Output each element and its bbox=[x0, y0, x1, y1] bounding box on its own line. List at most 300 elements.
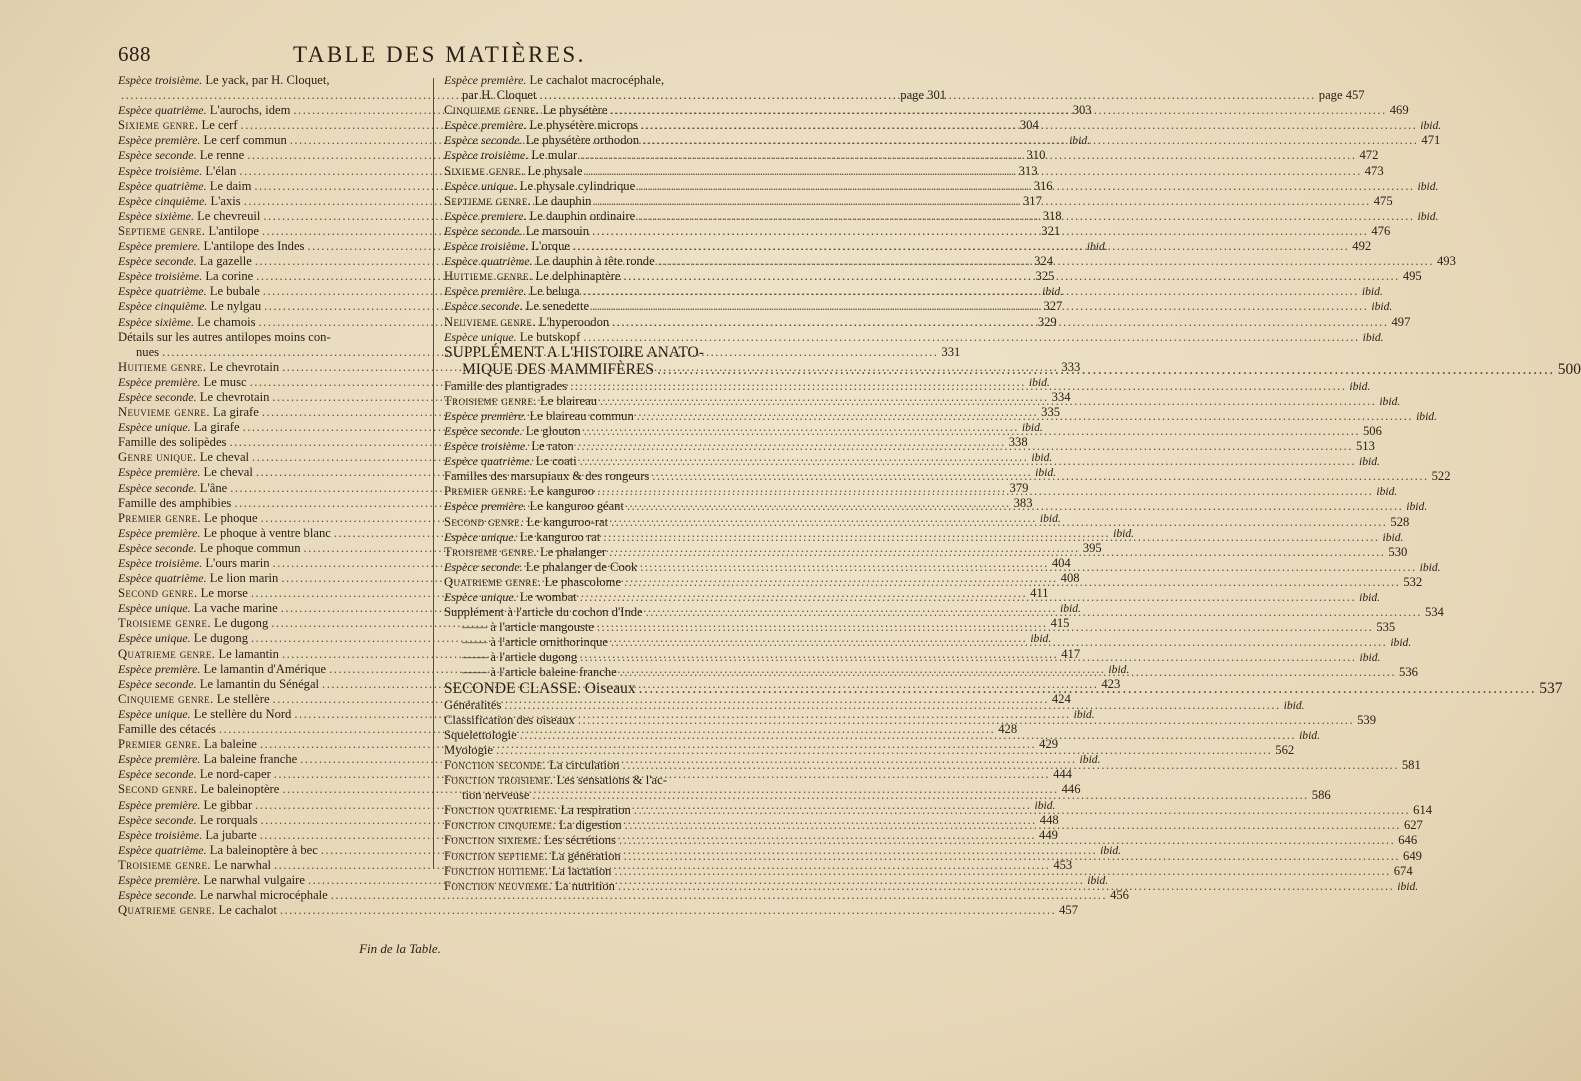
toc-entry bbox=[118, 330, 421, 345]
page-ref: 506 bbox=[1363, 423, 1382, 438]
toc-entry-text bbox=[444, 299, 589, 314]
entry-title: L'orque bbox=[528, 239, 570, 254]
toc-entry-text bbox=[118, 73, 330, 87]
entry-title: Classification des oiseaux bbox=[444, 712, 575, 727]
species-label: Espèce première. bbox=[118, 133, 201, 148]
page-ref: 646 bbox=[1398, 833, 1418, 848]
species-label: Espèce troisième. bbox=[444, 239, 529, 254]
species-label: Espèce seconde. bbox=[118, 254, 197, 269]
dot-leader bbox=[584, 424, 1360, 439]
entry-title: La jubarte bbox=[202, 827, 257, 842]
entry-title: Le coati bbox=[532, 454, 577, 469]
toc-entry-text bbox=[444, 743, 493, 758]
entry-title: L'antilope des Indes bbox=[200, 239, 305, 254]
toc-entry-text bbox=[118, 556, 270, 571]
page-ref: 562 bbox=[1275, 742, 1295, 757]
page-ref: ibid. bbox=[1060, 602, 1081, 616]
species-label: Espèce troisième. bbox=[118, 73, 203, 87]
toc-entry-text bbox=[118, 511, 258, 526]
species-label: Espèce première. bbox=[118, 872, 201, 887]
toc-entry bbox=[444, 345, 748, 362]
page-ref: 335 bbox=[1041, 405, 1061, 420]
species-label: Espèce seconde. bbox=[118, 812, 197, 827]
page-ref: 532 bbox=[1403, 574, 1423, 589]
species-label: Espèce quatrième. bbox=[118, 103, 207, 118]
toc-entry-text bbox=[444, 254, 655, 269]
page-ref: 408 bbox=[1060, 571, 1080, 586]
entry-title: Le morse bbox=[197, 586, 248, 601]
page-ref: 495 bbox=[1402, 269, 1422, 284]
dot-leader bbox=[580, 148, 1356, 163]
toc-entry-text bbox=[118, 496, 231, 511]
entry-title: Le yack, par H. Cloquet, bbox=[202, 73, 330, 87]
entry-title: Le baleinoptère bbox=[197, 782, 280, 797]
page-ref: ibid. bbox=[1100, 843, 1122, 857]
toc-entry-text bbox=[118, 194, 241, 209]
toc-entry-text bbox=[118, 541, 301, 556]
page-ref: 333 bbox=[1061, 359, 1081, 374]
genus-label: Neuvieme genre. bbox=[118, 405, 210, 420]
genus-label: Cinquieme genre. bbox=[118, 691, 214, 706]
toc-entry-text bbox=[118, 722, 216, 737]
entry-title: Le glouton bbox=[522, 423, 581, 438]
species-label: Espèce unique. bbox=[118, 706, 191, 721]
toc-entry-text bbox=[444, 803, 631, 818]
species-label: Espèce première. bbox=[118, 465, 201, 480]
species-label: Espèce seconde. bbox=[444, 423, 523, 438]
dot-leader bbox=[612, 315, 1388, 330]
page-ref: ibid. bbox=[1359, 591, 1381, 604]
species-label: Espèce troisième. bbox=[444, 148, 529, 163]
page-ref: 318 bbox=[1042, 208, 1062, 223]
toc-entry-text bbox=[444, 864, 611, 879]
dot-leader bbox=[620, 665, 1396, 680]
page-ref: 317 bbox=[1023, 193, 1042, 208]
entry-title: Le chevrotain bbox=[196, 389, 270, 404]
species-label: Espèce quatrième. bbox=[118, 178, 207, 193]
toc-entry-text bbox=[444, 439, 574, 454]
toc-entry-text bbox=[444, 209, 635, 224]
species-label: Espèce seconde. bbox=[444, 559, 523, 574]
page-ref: 539 bbox=[1357, 712, 1376, 727]
entry-title: Le kanguroo rat bbox=[516, 529, 601, 544]
toc-entry-text bbox=[444, 469, 649, 484]
species-label: Espèce unique. bbox=[118, 601, 191, 616]
toc-entry-text bbox=[118, 571, 278, 586]
species-label: Espèce quatrième. bbox=[118, 284, 207, 299]
entry-title: L'axis bbox=[207, 193, 241, 208]
toc-entry-text bbox=[118, 103, 290, 118]
entry-title: La digestion bbox=[555, 818, 622, 833]
toc-entry-text bbox=[118, 767, 271, 782]
page-ref: 449 bbox=[1039, 827, 1058, 842]
page-ref: ibid. bbox=[1079, 753, 1101, 767]
page-ref: ibid. bbox=[1406, 500, 1428, 514]
toc-entry-text bbox=[444, 515, 608, 530]
dot-leader bbox=[597, 484, 1373, 499]
page-ref: 493 bbox=[1436, 254, 1456, 269]
entry-title: Le cerf bbox=[198, 118, 238, 133]
toc-entry-text bbox=[118, 601, 278, 616]
dot-leader bbox=[580, 590, 1356, 605]
species-label: Espèce première. bbox=[118, 752, 201, 767]
page-ref: ibid. bbox=[1417, 209, 1439, 223]
page-ref: ibid. bbox=[1359, 455, 1380, 469]
page-ref: ibid. bbox=[1039, 511, 1061, 525]
page-ref: page 301 bbox=[900, 88, 947, 103]
toc-entry-text bbox=[118, 420, 240, 435]
page-ref: 383 bbox=[1013, 495, 1033, 510]
toc-entry-text bbox=[118, 481, 227, 496]
dot-leader bbox=[642, 133, 1418, 148]
dot-leader bbox=[496, 743, 1272, 758]
page-ref: 453 bbox=[1053, 857, 1073, 872]
toc-entry-text bbox=[444, 499, 624, 514]
entry-title: —— à l'article baleine franche bbox=[462, 665, 617, 680]
entry-title: Le mular bbox=[528, 148, 578, 163]
toc-entry-text bbox=[118, 254, 252, 269]
species-label: Espèce quatrième. bbox=[444, 254, 533, 269]
entry-title: Famille des cétacés bbox=[118, 722, 216, 737]
dot-leader bbox=[592, 224, 1368, 239]
entry-title: —— à l'article mangouste bbox=[462, 620, 595, 635]
entry-title: Le kanguroo géant bbox=[526, 499, 624, 514]
entry-title: Familles des marsupiaux & des rongeurs bbox=[444, 469, 650, 484]
genus-label: Fonction seconde. bbox=[444, 757, 547, 772]
page-ref: 472 bbox=[1359, 148, 1379, 163]
genus-label: Premier genre. bbox=[444, 484, 527, 499]
page-ref: 500 bbox=[1557, 360, 1581, 378]
species-label: Espèce seconde. bbox=[118, 888, 197, 903]
toc-entry-text bbox=[444, 224, 589, 239]
toc-entry-text bbox=[118, 782, 279, 797]
dot-leader bbox=[657, 359, 1555, 377]
species-label: Espèce seconde. bbox=[444, 299, 523, 314]
page-ref: 331 bbox=[941, 344, 961, 359]
species-label: Espèce unique. bbox=[444, 178, 517, 193]
entry-title: Le physétère microps bbox=[526, 118, 638, 133]
species-label: Espèce quatrième. bbox=[118, 842, 207, 857]
page-ref: ibid. bbox=[1382, 530, 1404, 544]
species-label: Espèce unique. bbox=[444, 529, 517, 544]
entry-title: Supplément à l'article du cochon d'Inde bbox=[444, 605, 643, 620]
page-ref: 581 bbox=[1401, 757, 1421, 772]
toc-entry-text bbox=[444, 758, 620, 773]
toc-entry-text bbox=[444, 879, 615, 894]
toc-entry-text bbox=[444, 315, 609, 330]
genus-label: Fonction cinquieme. bbox=[444, 818, 556, 833]
species-label: Espèce unique. bbox=[118, 420, 191, 435]
page-ref: 404 bbox=[1051, 556, 1071, 570]
toc-entry-text bbox=[118, 299, 261, 314]
toc-entry-text bbox=[118, 148, 244, 163]
toc-entry bbox=[444, 773, 748, 788]
page-ref: 469 bbox=[1389, 103, 1409, 118]
entry-title: SUPPLÉMENT A L'HISTOIRE ANATO- bbox=[444, 343, 704, 361]
entry-title: L'élan bbox=[202, 163, 237, 178]
page-ref: 674 bbox=[1393, 863, 1413, 878]
page-ref: ibid. bbox=[1034, 798, 1056, 812]
genus-label: Second genre. bbox=[118, 586, 198, 601]
species-label: Espèce première. bbox=[118, 797, 201, 812]
dot-leader bbox=[646, 605, 1422, 620]
page-ref: ibid. bbox=[1283, 698, 1305, 712]
toc-entry-text bbox=[118, 435, 226, 450]
entry-title: Le chevreuil bbox=[193, 208, 261, 223]
entry-title: par H. Cloquet bbox=[462, 88, 537, 103]
page-header bbox=[118, 42, 748, 72]
genus-label: Troisieme genre. bbox=[444, 393, 537, 408]
page-ref: 444 bbox=[1053, 767, 1072, 782]
toc-entry-text bbox=[444, 133, 639, 148]
toc-entry bbox=[444, 529, 1404, 545]
species-label: Espèce seconde. bbox=[118, 389, 197, 404]
dot-leader bbox=[583, 330, 1359, 345]
species-label: Espèce unique. bbox=[118, 631, 191, 646]
page-ref: 534 bbox=[1424, 605, 1444, 620]
entry-title: Le cachalot bbox=[215, 903, 277, 918]
page-ref: ibid. bbox=[1086, 240, 1108, 254]
toc-entry-text bbox=[462, 362, 654, 377]
toc-entry-text bbox=[118, 284, 260, 299]
toc-entry-text bbox=[118, 209, 260, 224]
page-ref: ibid. bbox=[1030, 632, 1052, 646]
species-label: Espèce seconde. bbox=[444, 133, 523, 148]
dot-leader bbox=[624, 849, 1400, 864]
entry-title: Le stellère du Nord bbox=[190, 706, 292, 721]
genus-label: Huitieme genre. bbox=[118, 359, 207, 374]
page-ref: ibid. bbox=[1371, 300, 1393, 314]
toc-entry-text bbox=[118, 692, 270, 707]
toc-entry bbox=[444, 378, 1371, 394]
page-ref: 417 bbox=[1061, 646, 1081, 661]
page-ref: 476 bbox=[1371, 223, 1391, 238]
dot-leader bbox=[640, 560, 1416, 575]
page-ref: 313 bbox=[1018, 163, 1038, 178]
genus-label: Cinquieme genre. bbox=[444, 103, 540, 118]
entry-title: La circulation bbox=[546, 757, 620, 772]
page-ref: 321 bbox=[1041, 223, 1061, 238]
dot-leader bbox=[611, 635, 1387, 650]
dot-leader bbox=[652, 469, 1428, 484]
page-ref: ibid. bbox=[1417, 179, 1439, 193]
entry-title: Le phoque à ventre blanc bbox=[200, 525, 331, 540]
entry-title: La lactation bbox=[548, 863, 612, 878]
page-ref: 528 bbox=[1390, 514, 1410, 529]
toc-entry-text bbox=[444, 344, 704, 361]
page-ref: ibid. bbox=[1379, 394, 1401, 408]
entry-title: Le dugong bbox=[190, 631, 249, 646]
genus-label: Premier genre. bbox=[118, 737, 201, 752]
entry-title: La baleinoptère à bec bbox=[206, 842, 318, 857]
page-ref: ibid. bbox=[1069, 134, 1091, 148]
entry-title: Le phalanger bbox=[536, 544, 607, 559]
genus-label: Second genre. bbox=[444, 514, 524, 529]
dot-leader bbox=[624, 575, 1400, 590]
toc-entry-text bbox=[444, 103, 607, 118]
entry-title: L'ours marin bbox=[202, 556, 270, 570]
entry-title: Le chamois bbox=[193, 314, 256, 329]
genus-label: Sixieme genre. bbox=[118, 118, 199, 133]
species-label: Espèce seconde. bbox=[444, 223, 523, 238]
genus-label: Fonction sixieme. bbox=[444, 833, 542, 848]
toc-entry-text bbox=[118, 813, 258, 828]
species-label: Espèce premiere. bbox=[118, 239, 201, 254]
dot-leader bbox=[639, 681, 1537, 696]
dot-leader bbox=[540, 88, 1316, 103]
toc-entry-text bbox=[462, 88, 537, 103]
page-ref: 304 bbox=[1019, 118, 1039, 133]
page-ref: 423 bbox=[1101, 676, 1121, 691]
toc-entry-text bbox=[118, 179, 251, 194]
toc-entry-text bbox=[118, 164, 236, 179]
species-label: Espèce seconde. bbox=[118, 480, 197, 495]
page-ref: 537 bbox=[1539, 679, 1563, 697]
species-label: Espèce seconde. bbox=[118, 540, 197, 555]
page-ref: ibid. bbox=[1035, 466, 1057, 480]
entry-title: Le gibbar bbox=[200, 797, 253, 812]
dot-leader bbox=[577, 439, 1353, 454]
species-label: Espèce seconde. bbox=[118, 767, 197, 782]
toc-entry-text bbox=[118, 888, 328, 903]
page-ref: ibid. bbox=[1419, 560, 1441, 574]
toc-entry-text bbox=[118, 873, 305, 888]
page-ref: 627 bbox=[1403, 818, 1423, 833]
entry-title: Le rorquals bbox=[196, 812, 258, 827]
entry-title: L'âne bbox=[196, 480, 228, 495]
page-ref: 411 bbox=[1030, 586, 1049, 601]
page-ref: 649 bbox=[1403, 848, 1422, 863]
species-label: Espèce seconde. bbox=[118, 148, 197, 163]
entry-title: Le cerf commun bbox=[200, 133, 287, 148]
page-ref: ibid. bbox=[1299, 728, 1320, 742]
genus-label: Sixieme genre. bbox=[444, 163, 525, 178]
page-ref: 457 bbox=[1059, 903, 1079, 918]
dot-leader bbox=[578, 713, 1354, 728]
page-ref: 395 bbox=[1082, 540, 1102, 555]
toc-entry-text bbox=[462, 665, 617, 680]
entry-title: Le lamantin bbox=[215, 646, 279, 661]
entry-title: Le physétère orthodon bbox=[522, 133, 640, 148]
page-ref: ibid. bbox=[1362, 330, 1384, 344]
dot-leader bbox=[619, 833, 1395, 848]
toc-entry-text bbox=[444, 118, 638, 133]
page-ref: ibid. bbox=[1416, 409, 1437, 423]
species-label: Espèce premiere. bbox=[444, 208, 527, 223]
page-ref: ibid. bbox=[1390, 636, 1412, 650]
entry-title: Le renne bbox=[196, 148, 245, 163]
end-of-table-note: Fin de la Table. bbox=[359, 941, 441, 956]
toc-entry-text bbox=[462, 788, 530, 803]
dot-leader bbox=[627, 499, 1403, 514]
page-ref: ibid. bbox=[1073, 707, 1095, 721]
dot-leader bbox=[634, 803, 1410, 818]
toc-entry-text bbox=[444, 560, 637, 575]
toc-entry-text bbox=[444, 330, 580, 345]
toc-entry-text bbox=[118, 450, 249, 465]
entry-title: Le physale bbox=[524, 163, 583, 178]
genus-label: Quatrieme genre. bbox=[118, 903, 216, 918]
entry-title: Le raton bbox=[528, 439, 574, 454]
dot-leader bbox=[533, 788, 1309, 803]
page-ref: ibid. bbox=[1397, 879, 1419, 893]
toc-entry-text bbox=[118, 330, 331, 344]
toc-entry-text bbox=[444, 179, 635, 194]
page-ref: 614 bbox=[1413, 803, 1433, 818]
entry-title: Détails sur les autres antilopes moins con- bbox=[118, 329, 331, 344]
dot-leader bbox=[594, 194, 1370, 209]
genus-label: Genre unique. bbox=[118, 450, 197, 465]
page-ref: 492 bbox=[1352, 239, 1372, 254]
toc-entry-text bbox=[462, 650, 577, 665]
toc-entry bbox=[444, 73, 748, 88]
toc-entry-text bbox=[444, 713, 575, 728]
dot-leader bbox=[610, 103, 1386, 118]
species-label: Espèce unique. bbox=[444, 590, 517, 604]
entry-title: La gazelle bbox=[196, 254, 252, 269]
toc-entry-text bbox=[118, 586, 248, 601]
toc-entry bbox=[444, 878, 1419, 894]
toc-entry-text bbox=[118, 631, 248, 646]
dot-leader bbox=[585, 164, 1361, 179]
entry-title: La baleine bbox=[200, 737, 257, 752]
dot-leader bbox=[597, 620, 1373, 635]
entry-title: Le butskopf bbox=[516, 329, 581, 344]
dot-leader bbox=[638, 209, 1414, 224]
species-label: Espèce unique. bbox=[444, 329, 517, 344]
species-label: Espèce troisième. bbox=[444, 439, 529, 454]
genus-label: Neuvieme genre. bbox=[444, 314, 536, 329]
dot-leader bbox=[658, 254, 1434, 269]
toc-entry-text bbox=[118, 405, 259, 420]
toc-entry-text bbox=[444, 849, 621, 864]
entry-title: Le phalanger de Cook bbox=[522, 559, 638, 574]
page-ref: ibid. bbox=[1042, 285, 1064, 299]
species-label: Espèce première. bbox=[444, 284, 527, 299]
toc-entry-text bbox=[444, 394, 597, 409]
page-ref: 316 bbox=[1033, 178, 1053, 193]
toc-entry-text bbox=[444, 424, 581, 439]
dot-leader bbox=[592, 299, 1368, 314]
species-label: Espèce sixième. bbox=[118, 208, 194, 223]
page-ref: 310 bbox=[1026, 148, 1046, 163]
dot-leader bbox=[638, 179, 1414, 194]
genus-label: Septieme genre. bbox=[118, 223, 206, 238]
page-ref: 536 bbox=[1399, 665, 1418, 680]
page-ref: ibid. bbox=[1113, 526, 1135, 540]
species-label: Espèce troisième. bbox=[118, 556, 203, 570]
entry-title: Le physétère bbox=[539, 103, 608, 118]
entry-title: SECONDE CLASSE. Oiseaux bbox=[444, 679, 636, 697]
dot-leader bbox=[614, 864, 1390, 879]
toc-entry bbox=[118, 73, 421, 88]
dot-leader bbox=[625, 818, 1401, 833]
genus-label: Fonction troisieme. bbox=[444, 773, 554, 788]
page-ref: 428 bbox=[998, 722, 1018, 737]
toc-entry-text bbox=[462, 620, 594, 635]
entry-title: Le beluga bbox=[526, 284, 580, 299]
species-label: Espèce quatrième. bbox=[444, 454, 533, 469]
toc-entry-text bbox=[118, 647, 279, 662]
genus-label: Quatrieme genre. bbox=[444, 574, 542, 589]
genus-label: Fonction septieme. bbox=[444, 848, 548, 863]
entry-title: Généralités bbox=[444, 697, 502, 712]
genus-label: Fonction quatrieme. bbox=[444, 803, 558, 818]
dot-leader bbox=[637, 409, 1413, 424]
toc-entry-text bbox=[444, 284, 580, 299]
species-label: Espèce troisième. bbox=[118, 827, 203, 842]
entry-title: La girafe bbox=[209, 405, 259, 420]
